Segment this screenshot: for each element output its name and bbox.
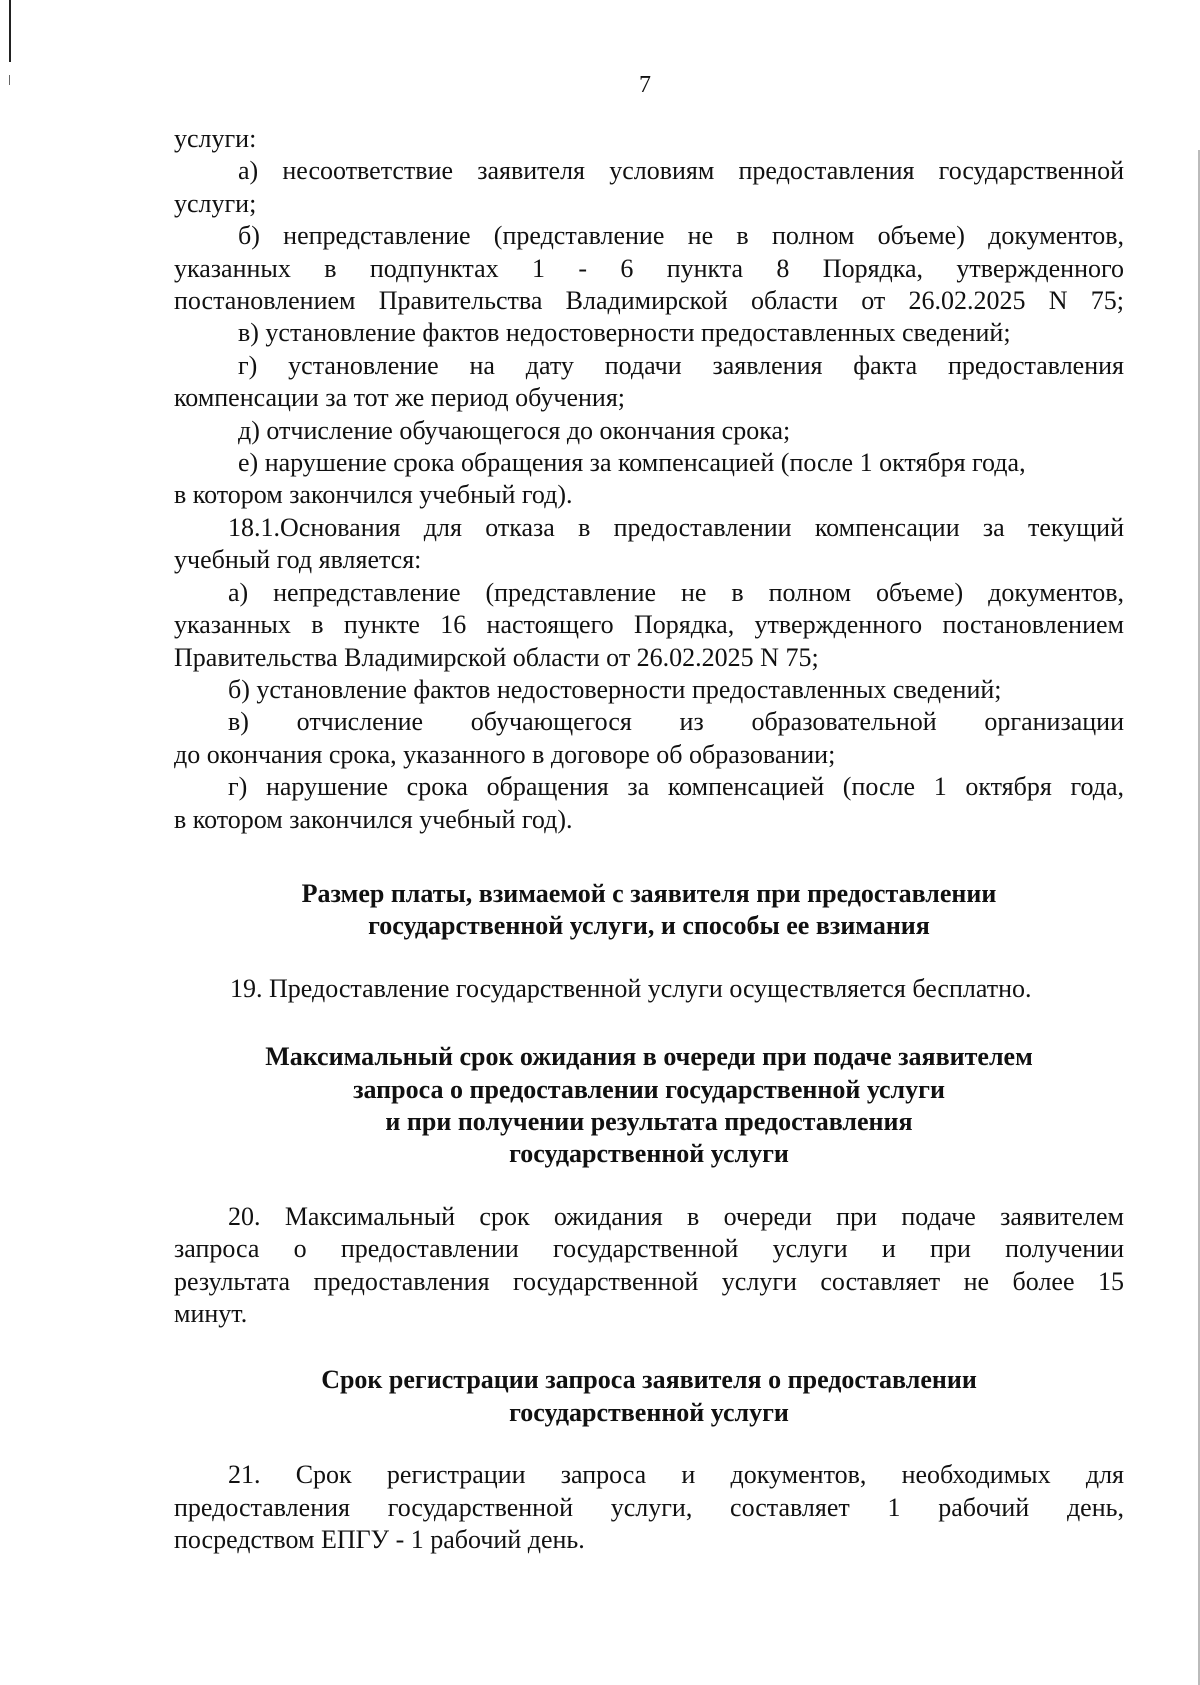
text-line: указанных в пункте 16 настоящего Порядка, утвержденного постановлением — [174, 610, 1124, 640]
paragraph-19: 19. Предоставление государственной услуги осуществляется бесплатно. — [230, 973, 1032, 1003]
heading-line: Размер платы, взимаемой с заявителя при предоставлении — [301, 878, 997, 908]
text-line: запроса о предоставлении государственной услуги и при получении — [174, 1234, 1124, 1264]
text-line: д) отчисление обучающегося до окончания срока; — [238, 415, 791, 445]
paragraph-21 — [174, 1459, 1124, 1556]
text-line: услуги; — [174, 188, 257, 218]
text-line: учебный год является: — [174, 545, 422, 575]
heading-line: и при получении результата предоставления — [385, 1106, 913, 1136]
grounds-for-refusal-list — [174, 123, 1124, 836]
text-line: Правительства Владимирской области от 26.02.2025 N 75; — [174, 642, 819, 672]
section-heading-registration — [174, 1364, 1124, 1429]
text-line: до окончания срока, указанного в договоре об образовании; — [174, 739, 836, 769]
paragraph-20 — [174, 1201, 1124, 1331]
text-line: б) установление фактов недостоверности предоставленных сведений; — [228, 674, 1002, 704]
text-line: предоставления государственной услуги, составляет 1 рабочий день, — [174, 1492, 1124, 1522]
page-number: 7 — [639, 72, 651, 98]
text-line: г) нарушение срока обращения за компенсацией (после 1 октября года, — [228, 772, 1124, 802]
text-line: компенсации за тот же период обучения; — [174, 383, 626, 413]
text-line: минут. — [174, 1299, 248, 1328]
text-line: в котором закончился учебный год). — [174, 480, 573, 510]
document-body — [174, 123, 1124, 1556]
text-line: г) установление на дату подачи заявления факта предоставления — [238, 350, 1124, 380]
text-line: в) отчисление обучающегося из образовательной организации — [228, 707, 1124, 737]
text-line: указанных в подпунктах 1 - 6 пункта 8 Порядка, утвержденного — [174, 253, 1124, 283]
heading-line: Максимальный срок ожидания в очереди при подаче заявителем — [265, 1042, 1033, 1072]
section-heading-queue-time — [174, 1041, 1124, 1171]
text-line: а) несоответствие заявителя условиям предоставления государственной — [238, 156, 1124, 186]
text-line: результата предоставления государственной услуги составляет не более 15 — [174, 1266, 1124, 1296]
text-line: 20. Максимальный срок ожидания в очереди при подаче заявителем — [228, 1201, 1124, 1231]
text-line: е) нарушение срока обращения за компенсацией (после 1 октября года, — [238, 448, 1026, 478]
text-line: б) непредставление (представление не в полном объеме) документов, — [238, 221, 1124, 251]
heading-line: государственной услуги — [509, 1139, 789, 1169]
scan-edge-line — [9, 0, 11, 62]
text-line: услуги: — [174, 124, 257, 153]
text-line: посредством ЕПГУ - 1 рабочий день. — [174, 1525, 585, 1555]
text-line: 21. Срок регистрации запроса и документов, необходимых для — [228, 1460, 1124, 1490]
text-line: 18.1.Основания для отказа в предоставлении компенсации за текущий — [228, 512, 1124, 542]
heading-line: запроса о предоставлении государственной услуги — [353, 1074, 945, 1104]
section-heading-fee — [174, 878, 1124, 943]
text-line: в котором закончился учебный год). — [174, 804, 573, 834]
text-line: а) непредставление (представление не в полном объеме) документов, — [228, 577, 1124, 607]
text-line: в) установление фактов недостоверности предоставленных сведений; — [238, 318, 1011, 348]
text-line: постановлением Правительства Владимирской области от 26.02.2025 N 75; — [174, 286, 1124, 316]
heading-line: государственной услуги, и способы ее взимания — [368, 911, 930, 941]
heading-line: Срок регистрации запроса заявителя о предоставлении — [321, 1365, 977, 1395]
heading-line: государственной услуги — [509, 1397, 789, 1427]
